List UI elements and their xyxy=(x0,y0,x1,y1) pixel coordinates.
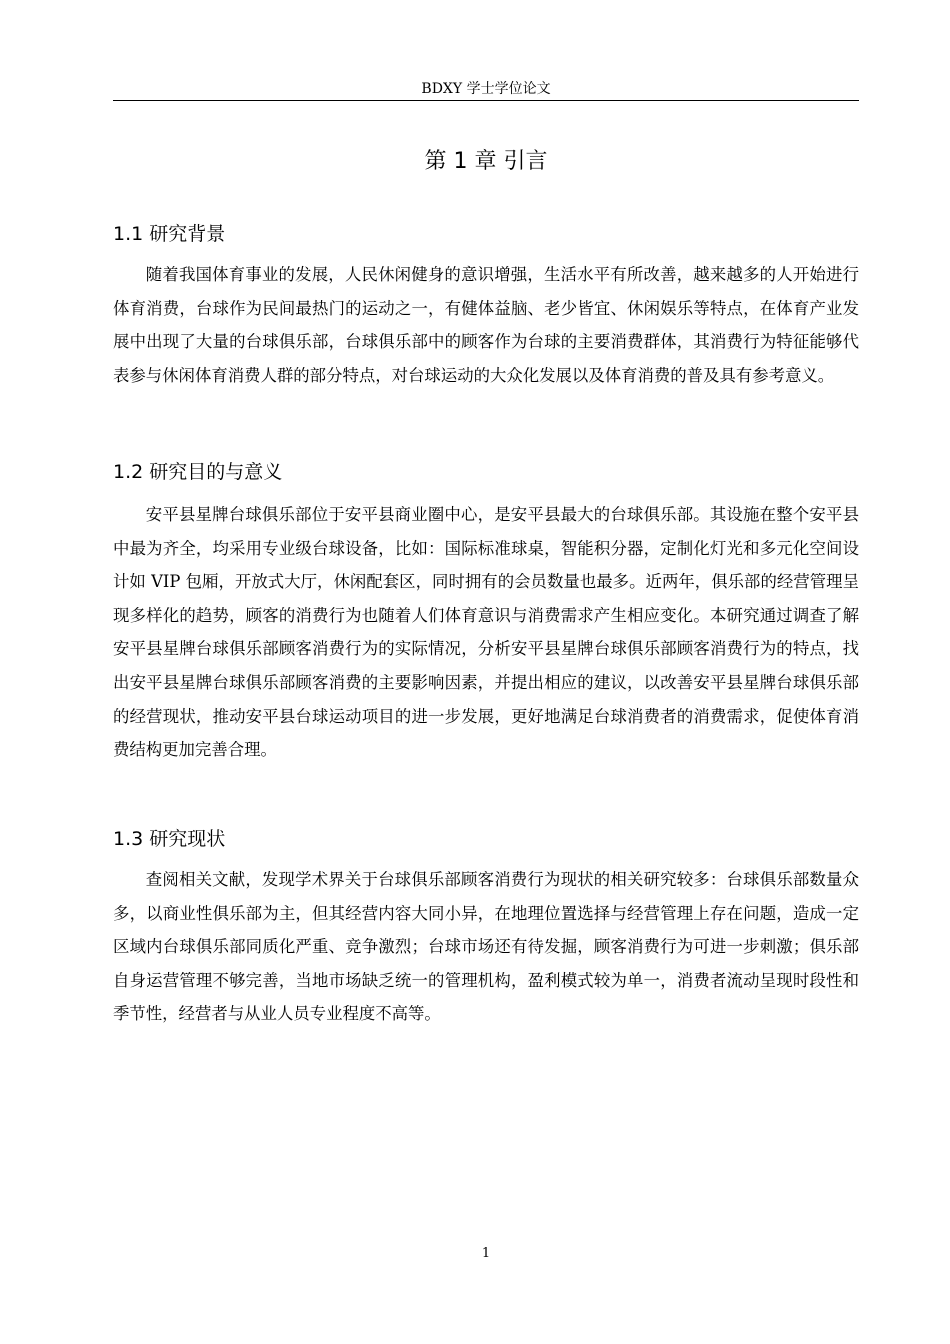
section-heading-status: 1.3 研究现状 xyxy=(113,828,226,850)
paragraph-background: 随着我国体育事业的发展，人民休闲健身的意识增强，生活水平有所改善，越来越多的人开始进行体育消费，台球作为民间最热门的运动之一，有健体益脑、老少皆宜、休闲娱乐等特点，在体育产业发展中出现了大量的台球俱乐部，台球俱乐部中的顾客作为台球的主要消费群体，其消费行为特征能够代表参与休闲体育消费人群的部分特点，对台球运动的大众化发展以及体育消费的普及具有参考意义。 xyxy=(113,265,859,385)
running-header: BDXY 学士学位论文 xyxy=(421,81,551,97)
chapter-title: 第 1 章 引言 xyxy=(424,149,548,174)
page-number: 1 xyxy=(481,1246,491,1261)
paragraph-status: 查阅相关文献，发现学术界关于台球俱乐部顾客消费行为现状的相关研究较多：台球俱乐部数量众多，以商业性俱乐部为主，但其经营内容大同小异，在地理位置选择与经营管理上存在问题，造成一定区域内台球俱乐部同质化严重、竞争激烈；台球市场还有待发掘，顾客消费行为可进一步刺激；俱乐部自身运营管理不够完善，当地市场缺乏统一的管理机构，盈利模式较为单一，消费者流动呈现时段性和季节性，经营者与从业人员专业程度不高等。 xyxy=(113,870,859,1024)
paragraph-purpose: 安平县星牌台球俱乐部位于安平县商业圈中心，是安平县最大的台球俱乐部。其设施在整个安平县中最为齐全，均采用专业级台球设备，比如：国际标准球桌，智能积分器，定制化灯光和多元化空间设计如 VIP 包厢，开放式大厅，休闲配套区，同时拥有的会员数量也最多。近两年，俱乐部的经营管理呈现多样化的趋势，顾客的消费行为也随着人们体育意识与消费需求产生相应变化。本研究通过调查了解安平县星牌台球俱乐部顾客消费行为的实际情况，分析安平县星牌台球俱乐部顾客消费行为的特点，找出安平县星牌台球俱乐部顾客消费的主要影响因素，并提出相应的建议，以改善安平县星牌台球俱乐部的经营现状，推动安平县台球运动项目的进一步发展，更好地满足台球消费者的消费需求，促使体育消费结构更加完善合理。 xyxy=(113,505,859,760)
section-heading-purpose: 1.2 研究目的与意义 xyxy=(113,461,283,483)
header-divider xyxy=(113,100,859,101)
section-heading-background: 1.1 研究背景 xyxy=(113,223,226,245)
